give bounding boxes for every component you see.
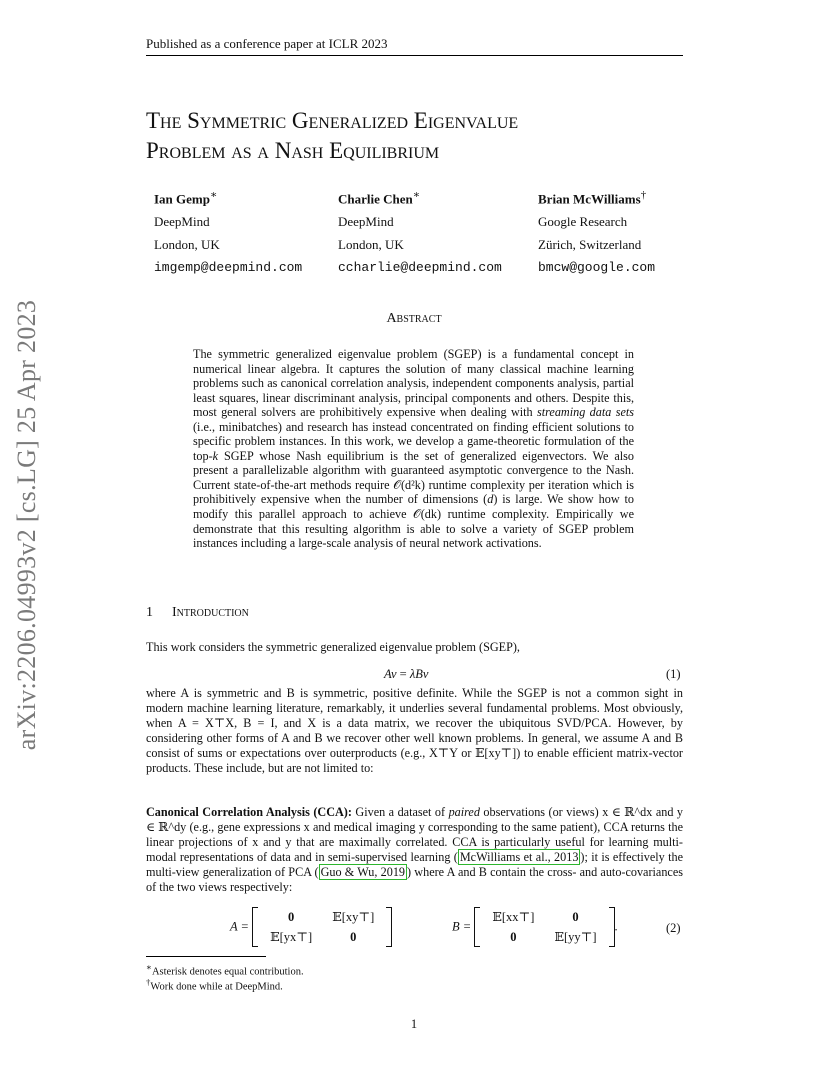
author-name: Brian McWilliams (538, 191, 641, 207)
abstract-heading: Abstract (386, 311, 442, 326)
title-line-2: Problem as a Nash Equilibrium (146, 138, 440, 163)
matrix-A (252, 907, 392, 947)
eq2-B-label: B = (452, 919, 472, 934)
cca-paragraph (146, 805, 683, 895)
author-affiliation: DeepMind (154, 214, 210, 230)
cca-emphasis: paired (448, 805, 480, 819)
section-title: Introduction (172, 605, 249, 620)
footnote-rule (146, 956, 266, 957)
abstract-text: SGEP whose Nash equilibrium is the set of generalized eigenvectors. We also present a parallelizable algorithm with guaranteed asymptotic convergence to the Nash. Current state-of-the-art methods require 𝒪(d²k) runtime complexity per iteration which is prohibitively expensive when the number of dimensions ( (193, 448, 634, 507)
author-mark: † (640, 189, 647, 201)
footnote-text: Work done while at DeepMind. (150, 981, 283, 993)
math-d: d (487, 492, 494, 507)
paper-title (146, 106, 706, 166)
abstract-emphasis: streaming data sets (537, 405, 634, 420)
matrix-cell: 𝔼[yy⊤] (554, 930, 597, 944)
footnote-mark: † (146, 977, 151, 987)
author-email[interactable]: bmcw@google.com (538, 260, 656, 276)
eq1-rhs: λBv (409, 667, 429, 681)
equation-2-label: (2) (666, 921, 681, 935)
author-location: London, UK (338, 237, 404, 253)
matrix-cell: 0 (288, 909, 295, 924)
intro-sentence: This work considers the symmetric generalized eigenvalue problem (SGEP), (146, 640, 520, 654)
equation-1-label: (1) (666, 667, 681, 681)
author-location: Zürich, Switzerland (538, 237, 642, 253)
section-number: 1 (146, 605, 153, 620)
author-location: London, UK (154, 237, 220, 253)
page-number: 1 (410, 1017, 418, 1031)
author-email[interactable]: imgemp@deepmind.com (154, 260, 303, 276)
eq1-equals: = (396, 667, 410, 681)
matrix-cell: 𝔼[xy⊤] (332, 910, 375, 924)
abstract-text: The symmetric generalized eigenvalue problem (SGEP) is a fundamental concept in numerical linear algebra. It captures the solution of many classical machine learning problems such as canonical correlation analysis, independent components analysis, partial least squares, linear discriminant analysis, principal components and others. Despite this, most general solvers are prohibitively expensive when dealing with (193, 347, 634, 420)
eq1-lhs: Av (384, 667, 397, 681)
citation-link[interactable]: Guo & Wu, 2019 (320, 865, 406, 879)
author-name: Charlie Chen (338, 191, 413, 207)
matrix-cell: 0 (510, 929, 517, 944)
author-3 (538, 184, 698, 279)
cca-text: ); it is effectively the multi-view generalization of PCA ( (146, 850, 683, 879)
author-email[interactable]: ccharlie@deepmind.com (338, 260, 502, 276)
matrix-B (474, 907, 614, 947)
author-mark: ∗ (209, 189, 218, 201)
citation-link[interactable]: McWilliams et al., 2013 (459, 850, 579, 864)
running-header: Published as a conference paper at ICLR 2023 (146, 36, 388, 51)
arxiv-id: arXiv:2206.04993v2 [cs.LG] 25 Apr 2023 (12, 299, 41, 751)
author-1 (154, 184, 334, 279)
cca-heading: Canonical Correlation Analysis (CCA): (146, 805, 352, 819)
eq2-A-label: A = (230, 919, 249, 934)
arxiv-sidebar (12, 285, 42, 765)
equation-2-A (230, 907, 392, 947)
author-affiliation: DeepMind (338, 214, 394, 230)
matrix-cell: 𝔼[xx⊤] (492, 910, 535, 924)
abstract-body (193, 347, 634, 551)
title-line-1: The Symmetric Generalized Eigenvalue (146, 108, 519, 133)
eq2-period: . (614, 919, 618, 934)
cca-text: Given a dataset of (351, 805, 449, 819)
abstract-text: (i.e., minibatches) and research has instead concentrated on finding efficient solutions to specific problem instances. In this work, we develop a game-theoretic formulation of the top- (193, 419, 634, 463)
cca-text: ) where A and B contain the cross- and auto-covariances of the two views respectively: (146, 865, 683, 894)
matrix-cell: 𝔼[yx⊤] (270, 930, 313, 944)
footnote-mark: ∗ (146, 962, 152, 972)
intro-paragraph: where A is symmetric and B is symmetric, positive definite. While the SGEP is not a common sight in modern machine learning literature, remarkably, it underlies several fundamental problems. Most obviously, when A = X⊤X, B = I, and X is a data matrix, we recover the ubiquitous SVD/PCA. However, by considering other forms of A and B we recover other well known problems. In general, we assume A and B consist of sums or expectations over outerproducts (e.g., X⊤Y or 𝔼[xy⊤]) to enable efficient matrix-vector products. These include, but are not limited to: (146, 686, 683, 775)
author-2 (338, 184, 528, 279)
footnote-1 (146, 962, 304, 978)
abstract-text: ) is large. We show how to modify this parallel approach to achieve 𝒪(dk) runtime complexity. Empirically we demonstrate that this resulting algorithm is able to solve a variety of SGEP problem instances including a large-scale analysis of neural network activations. (193, 492, 634, 551)
header-rule (146, 55, 683, 56)
math-k: k (212, 448, 219, 463)
section-heading (146, 605, 249, 621)
cca-text: observations (or views) x ∈ ℝ^dx and y ∈ ℝ^dy (e.g., gene expressions x and medical imaging y corresponding to the same patient), CCA returns the linear projections of x and y that are maximally correlated. CCA is particularly useful for learning multi-modal representations of data and in semi-supervised learning ( (146, 805, 683, 864)
footnote-text: Asterisk denotes equal contribution. (151, 966, 304, 978)
matrix-cell: 0 (572, 909, 579, 924)
equation-1 (384, 667, 428, 682)
footnote-2 (146, 977, 283, 993)
matrix-cell: 0 (350, 929, 357, 944)
author-affiliation: Google Research (538, 214, 628, 230)
equation-2-B (452, 907, 618, 947)
author-name: Ian Gemp (154, 191, 210, 207)
author-mark: ∗ (412, 189, 421, 201)
